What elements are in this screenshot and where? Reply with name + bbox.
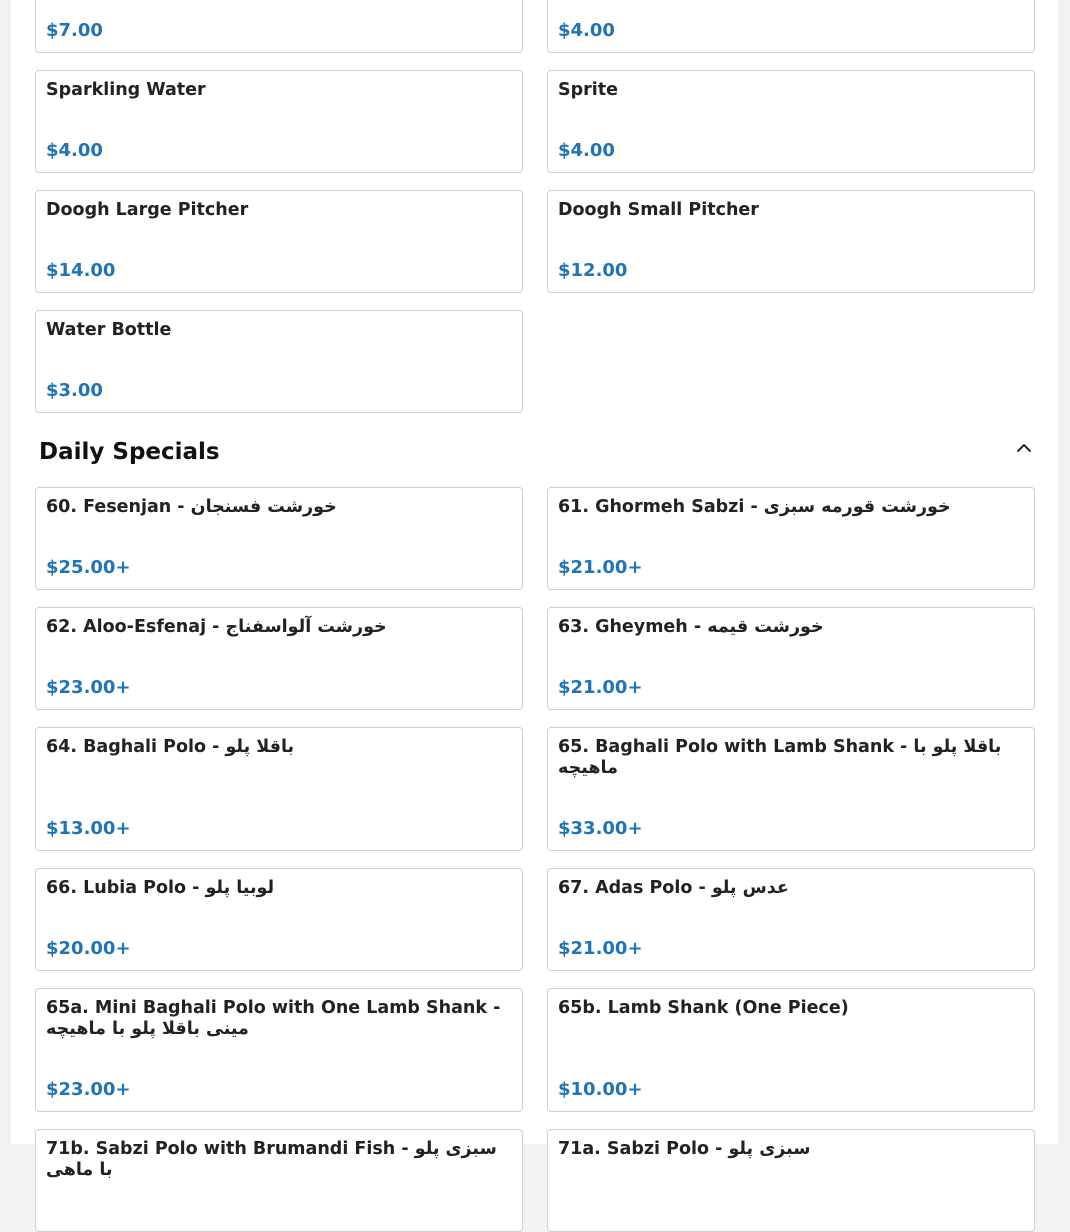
menu-page: [11, 0, 1058, 1180]
menu-item-name: 63. Gheymeh - خورشت قیمه: [558, 617, 824, 637]
menu-item-price: $21.00+: [558, 677, 643, 698]
menu-item-name: 62. Aloo-Esfenaj - خورشت آلواسفناج: [46, 617, 387, 637]
menu-item-card[interactable]: [547, 0, 1035, 53]
section-title: Daily Specials: [39, 439, 220, 465]
menu-item-price: $4.00: [558, 140, 615, 161]
daily-specials-header[interactable]: [39, 432, 1034, 472]
menu-item-price: $23.00+: [46, 1079, 131, 1100]
menu-item-name: 64. Baghali Polo - باقلا پلو: [46, 737, 295, 757]
menu-item-price: $20.00+: [46, 938, 131, 959]
menu-item-price: $4.00: [46, 140, 103, 161]
menu-item-card[interactable]: [547, 487, 1035, 590]
menu-item-price: $4.00: [558, 20, 615, 41]
menu-item-name: 65a. Mini Baghali Polo with One Lamb Shank - مینی باقلا پلو با ماهیچه: [46, 998, 501, 1039]
menu-item-name: Doogh Large Pitcher: [46, 200, 249, 220]
menu-item-name: 67. Adas Polo - عدس پلو: [558, 878, 789, 898]
menu-item-card[interactable]: [35, 487, 523, 590]
menu-item-card[interactable]: [547, 1129, 1035, 1232]
menu-item-name: Sprite: [558, 80, 618, 100]
menu-item-price: $33.00+: [558, 818, 643, 839]
menu-item-price: $14.00: [46, 260, 116, 281]
chevron-up-icon[interactable]: [1016, 440, 1032, 456]
menu-item-card[interactable]: [547, 607, 1035, 710]
menu-item-name: 65. Baghali Polo with Lamb Shank - باقلا پلو با ماهیچه: [558, 737, 1002, 778]
menu-item-card[interactable]: [547, 190, 1035, 293]
menu-item-card[interactable]: [547, 727, 1035, 851]
menu-item-name: 71b. Sabzi Polo with Brumandi Fish - سبزی پلو با ماهی: [46, 1139, 497, 1180]
menu-item-card[interactable]: [35, 727, 523, 851]
menu-item-name: 61. Ghormeh Sabzi - خورشت قورمه سبزی: [558, 497, 951, 517]
menu-item-price: $21.00+: [558, 557, 643, 578]
menu-item-price: $3.00: [46, 380, 103, 401]
menu-item-price: $23.00+: [46, 677, 131, 698]
menu-item-name: 71a. Sabzi Polo - سبزی پلو: [558, 1139, 811, 1159]
menu-item-card[interactable]: [35, 0, 523, 53]
menu-item-price: $25.00+: [46, 557, 131, 578]
daily-specials-grid: [35, 487, 1034, 1232]
drinks-grid: [35, 0, 1034, 413]
menu-item-name: Sparkling Water: [46, 80, 206, 100]
menu-item-price: $7.00: [46, 20, 103, 41]
menu-item-card[interactable]: [547, 988, 1035, 1112]
menu-item-name: 60. Fesenjan - خورشت فسنجان: [46, 497, 337, 517]
menu-item-card[interactable]: [547, 70, 1035, 173]
menu-item-name: Doogh Small Pitcher: [558, 200, 759, 220]
menu-item-card[interactable]: [35, 868, 523, 971]
menu-item-card[interactable]: [35, 70, 523, 173]
menu-item-name: Water Bottle: [46, 320, 172, 340]
menu-item-price: $21.00+: [558, 938, 643, 959]
menu-item-card[interactable]: [35, 310, 523, 413]
menu-item-price: $10.00+: [558, 1079, 643, 1100]
menu-item-name: 65b. Lamb Shank (One Piece): [558, 998, 849, 1018]
menu-item-card[interactable]: [35, 1129, 523, 1232]
menu-item-card[interactable]: [35, 607, 523, 710]
menu-item-card[interactable]: [35, 988, 523, 1112]
menu-item-card[interactable]: [547, 868, 1035, 971]
menu-item-card[interactable]: [35, 190, 523, 293]
menu-item-price: $13.00+: [46, 818, 131, 839]
menu-item-name: 66. Lubia Polo - لوبیا پلو: [46, 878, 275, 898]
menu-item-price: $12.00: [558, 260, 628, 281]
